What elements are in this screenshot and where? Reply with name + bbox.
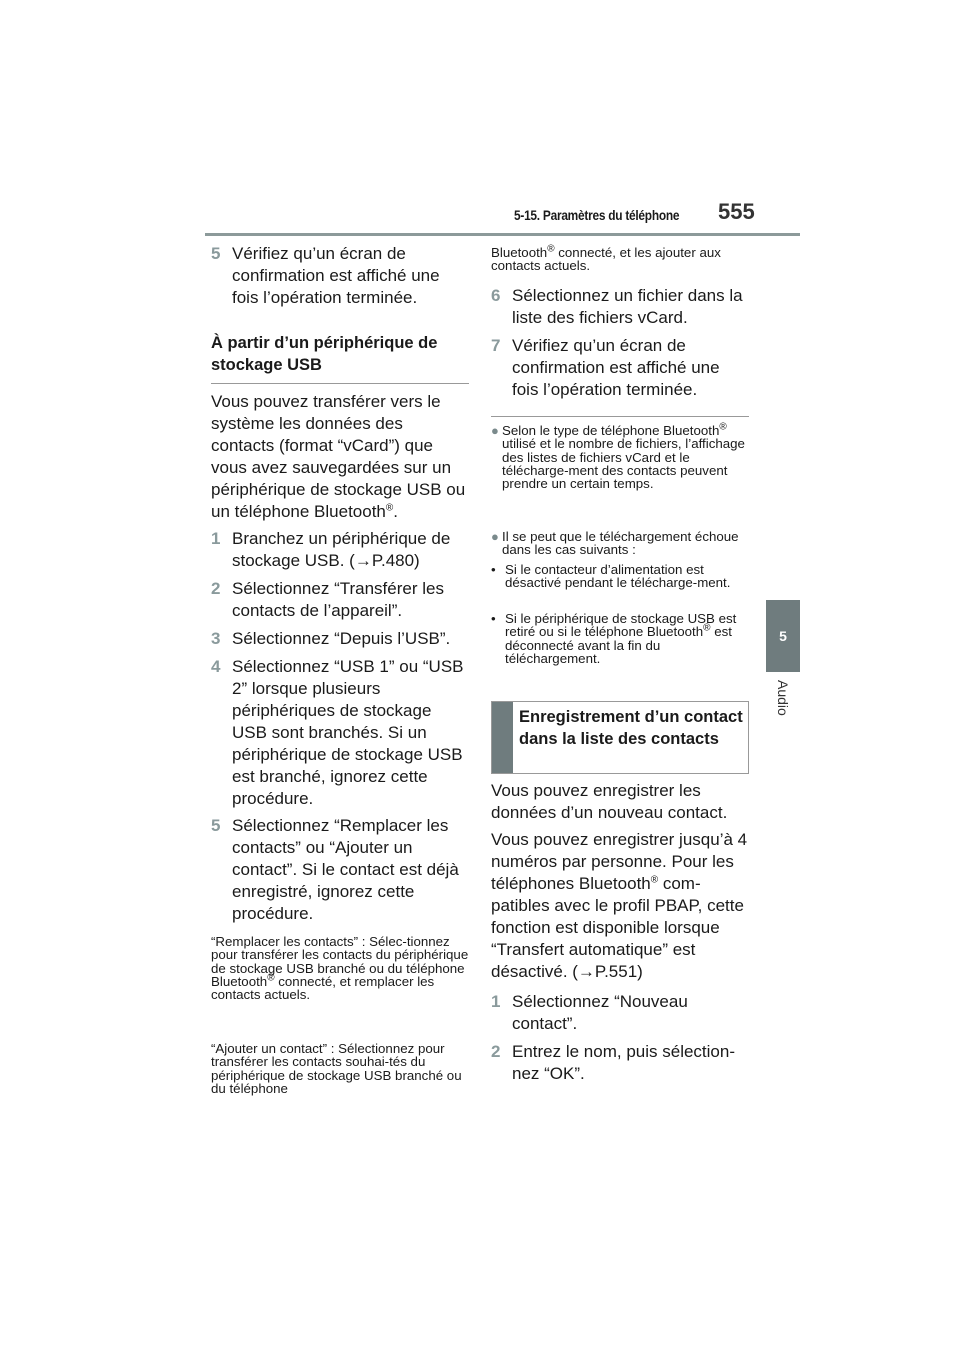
- chapter-tab: [766, 600, 800, 672]
- registered-mark: ®: [547, 243, 555, 255]
- step-item: [211, 578, 469, 622]
- step-item: [491, 1041, 749, 1085]
- note-text: “Ajouter un contact” : Sélectionnez pour transférer les contacts souhai-tés du périphérique de stockage USB branché ou du téléphone: [211, 1041, 462, 1096]
- heading-bar: [492, 702, 513, 773]
- page-number: 555: [718, 199, 755, 224]
- step-number: 2: [211, 579, 221, 598]
- step-number: 5: [211, 816, 221, 835]
- step-number: 1: [211, 529, 221, 548]
- intro-paragraph: [211, 391, 469, 523]
- sub-bullet-icon: •: [491, 562, 496, 577]
- note-text-end: utilisé et le nombre de fichiers, l’affichage des listes de fichiers vCard et le télécharge-ment des contacts peuvent prendre un certain temps.: [502, 436, 745, 492]
- step-text: Vérifiez qu’un écran de confirmation est affiché une fois l’opération terminée.: [512, 336, 720, 399]
- step-number: 4: [211, 657, 221, 676]
- step-text: Sélectionnez “Nouveau contact”.: [512, 992, 688, 1033]
- note-replace: [211, 935, 469, 1001]
- header-rule: [205, 233, 800, 236]
- bullet-icon: ●: [491, 423, 499, 438]
- boxed-heading: [491, 701, 749, 774]
- chapter-number: 5: [779, 628, 787, 644]
- paragraph-text: Vous pouvez enregistrer jusqu’à 4 numéros par personne. Pour les téléphones Bluetooth: [491, 830, 748, 893]
- bullet-icon: ●: [491, 529, 499, 544]
- continued-text-start: Bluetooth: [491, 245, 548, 260]
- step-item: [491, 285, 749, 329]
- registered-mark: ®: [385, 502, 394, 514]
- continued-text-end: connecté, et les ajouter aux contacts actuels.: [491, 245, 721, 274]
- note-sub-bullet: [491, 612, 749, 665]
- intro-text-end: .: [393, 502, 398, 521]
- step-item: [211, 815, 469, 925]
- step-number: 6: [491, 286, 501, 305]
- paragraph: Vous pouvez enregistrer les données d’un nouveau contact.: [491, 781, 728, 822]
- step-text: Sélectionnez “Depuis l’USB”.: [232, 629, 451, 648]
- step-text: Branchez un périphérique de stockage USB. (→P.480): [232, 529, 451, 570]
- step-number: 1: [491, 992, 501, 1011]
- step-text: Sélectionnez un fichier dans la liste des fichiers vCard.: [512, 286, 743, 327]
- note-sub-bullet-text: [505, 612, 749, 665]
- section-heading-text: À partir d’un périphérique de stockage USB: [211, 334, 438, 374]
- intro-text: Vous pouvez transférer vers le système les données des contacts (format “vCard”) que vous avez sauvegardées sur un périphérique de stockage USB ou un téléphone Bluetooth: [211, 392, 466, 521]
- note-bullet-text: Il se peut que le téléchargement échoue dans les cas suivants :: [502, 529, 739, 558]
- section-title: 5-15. Paramètres du téléphone: [514, 207, 680, 223]
- note-text-end: connecté, et remplacer les contacts actuels.: [211, 973, 435, 1003]
- note-text: Si le périphérique de stockage USB est retiré ou si le téléphone Bluetooth: [505, 611, 737, 640]
- registered-mark: ®: [267, 972, 275, 984]
- note-bullet: [491, 421, 749, 492]
- step-text: Entrez le nom, puis sélection-nez “OK”.: [512, 1042, 735, 1083]
- registered-mark: ®: [650, 874, 659, 886]
- note-divider: [491, 416, 749, 417]
- paragraph: [491, 829, 749, 983]
- step-text: Sélectionnez “USB 1” ou “USB 2” lorsque plusieurs périphériques de stockage USB sont branchés. Si un périphérique de stockage USB est branché, ignorez cette procédure.: [232, 657, 464, 808]
- boxed-heading-text: Enregistrement d’un contact dans la liste des contacts: [519, 708, 743, 748]
- step-number: 7: [491, 336, 501, 355]
- step-number: 5: [211, 244, 221, 263]
- note-text: Selon le type de téléphone Bluetooth: [502, 423, 720, 438]
- step-text: Sélectionnez “Remplacer les contacts” ou “Ajouter un contact”. Si le contact est déjà enregistré, ignorez cette procédure.: [232, 816, 459, 923]
- section-heading: [211, 332, 469, 384]
- chapter-label-text: Audio: [775, 680, 791, 716]
- step-text: Sélectionnez “Transférer les contacts de l’appareil”.: [232, 579, 444, 620]
- registered-mark: ®: [703, 622, 711, 634]
- sub-bullet-icon: •: [491, 611, 496, 626]
- step-number: 3: [211, 629, 221, 648]
- step-text: Vérifiez qu’un écran de confirmation est affiché une fois l’opération terminée.: [232, 244, 440, 307]
- note-bullet: [491, 530, 749, 557]
- step-item: [211, 628, 469, 650]
- step-number: 2: [491, 1042, 501, 1061]
- note-text: “Remplacer les contacts” : Sélec-tionnez pour transférer les contacts du périphérique de stockage USB branché ou du téléphone Bluetooth: [211, 934, 469, 989]
- note-sub-bullet-text: Si le contacteur d’alimentation est désactivé pendant le télécharge-ment.: [505, 562, 731, 591]
- chapter-label: [770, 680, 796, 740]
- note-bullet-text: [502, 421, 749, 492]
- note-text-end: est déconnecté avant la fin du téléchargement.: [505, 624, 732, 666]
- step-item: [211, 243, 469, 309]
- note-add: [211, 1042, 469, 1095]
- step-item: [491, 991, 749, 1035]
- step-item: [211, 528, 469, 572]
- registered-mark: ®: [719, 421, 727, 433]
- step-item: [491, 335, 749, 401]
- step-item: [211, 656, 469, 810]
- note-sub-bullet: [491, 563, 749, 590]
- continued-text: [491, 243, 749, 274]
- paragraph-text-end: com-patibles avec le profil PBAP, cette fonction est disponible lorsque “Transfert automatique” est désactivé. (→P.551): [491, 874, 744, 981]
